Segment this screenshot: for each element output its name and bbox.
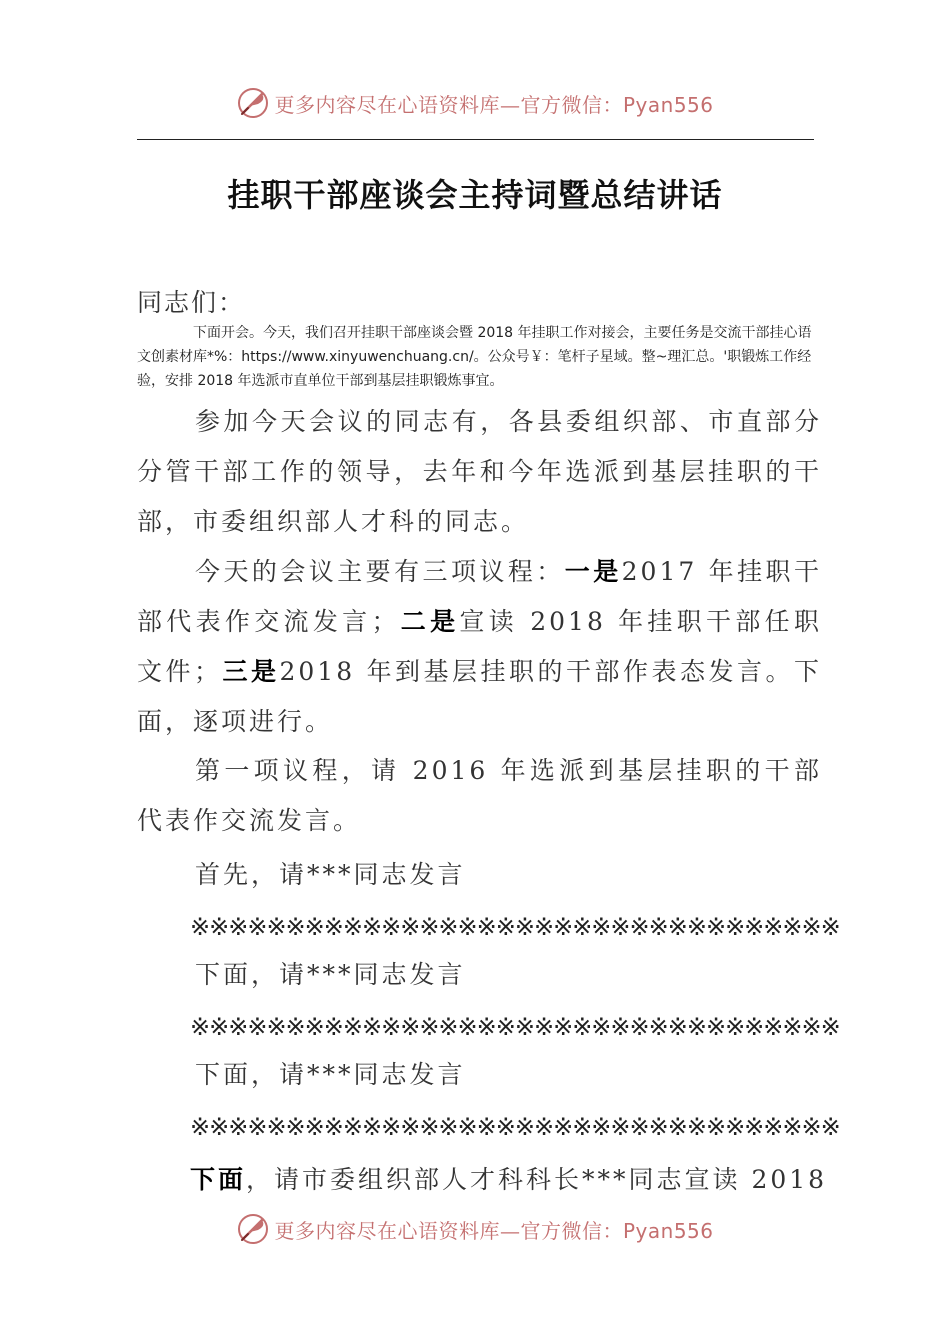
paragraph-attendees: 参加今天会议的同志有，各县委组织部、市直部分分管干部工作的领导，去年和今年选派到基层挂职的干部，市委组织部人才科的同志。 (137, 407, 822, 536)
header-banner (0, 83, 950, 123)
speaker-line: 首先，请***同志发言 (195, 860, 466, 889)
last-line: 下面，请市委组织部人才科科长***同志宣读 2018 (190, 1165, 828, 1194)
banner-text: 更多内容尽在心语资料库—官方微信：Pyan556 (274, 92, 714, 117)
banner-text: 更多内容尽在心语资料库—官方微信：Pyan556 (274, 1218, 714, 1243)
speaker-line: 下面，请***同志发言 (195, 1060, 466, 1089)
paragraph-first-item: 第一项议程，请 2016 年选派到基层挂职的干部代表作交流发言。 (137, 756, 822, 835)
footer-banner (0, 1209, 950, 1249)
salutation: 同志们： (137, 288, 246, 317)
document-title: 挂职干部座谈会主持词暨总结讲话 (227, 176, 723, 214)
intro-paragraph: 下面开会。今天，我们召开挂职干部座谈会暨 2018 年挂职工作对接会，主要任务是交流干部挂心语文创素材库*%：https://www.xinyuwenchuang.cn/。公众号￥：笔杆子星域。整~理汇总。'职锻炼工作经验，安排 2018 年选派市直单位干部到基层挂职锻炼事宜。 (137, 325, 812, 389)
quill-logo-icon (236, 86, 270, 120)
quill-logo-icon (236, 1212, 270, 1246)
separator-line: ※※※※※※※※※※※※※※※※※※※※※※※※※※※※※※※※※※ (190, 1013, 840, 1041)
separator-line: ※※※※※※※※※※※※※※※※※※※※※※※※※※※※※※※※※※ (190, 1113, 840, 1141)
header-divider (137, 139, 814, 140)
paragraph-agenda: 今天的会议主要有三项议程：一是2017 年挂职干部代表作交流发言；二是宣读 2018 年挂职干部任职文件；三是2018 年到基层挂职的干部作表态发言。下面，逐项进行。 (137, 557, 822, 736)
separator-line: ※※※※※※※※※※※※※※※※※※※※※※※※※※※※※※※※※※ (190, 913, 840, 941)
speaker-line: 下面，请***同志发言 (195, 960, 466, 989)
